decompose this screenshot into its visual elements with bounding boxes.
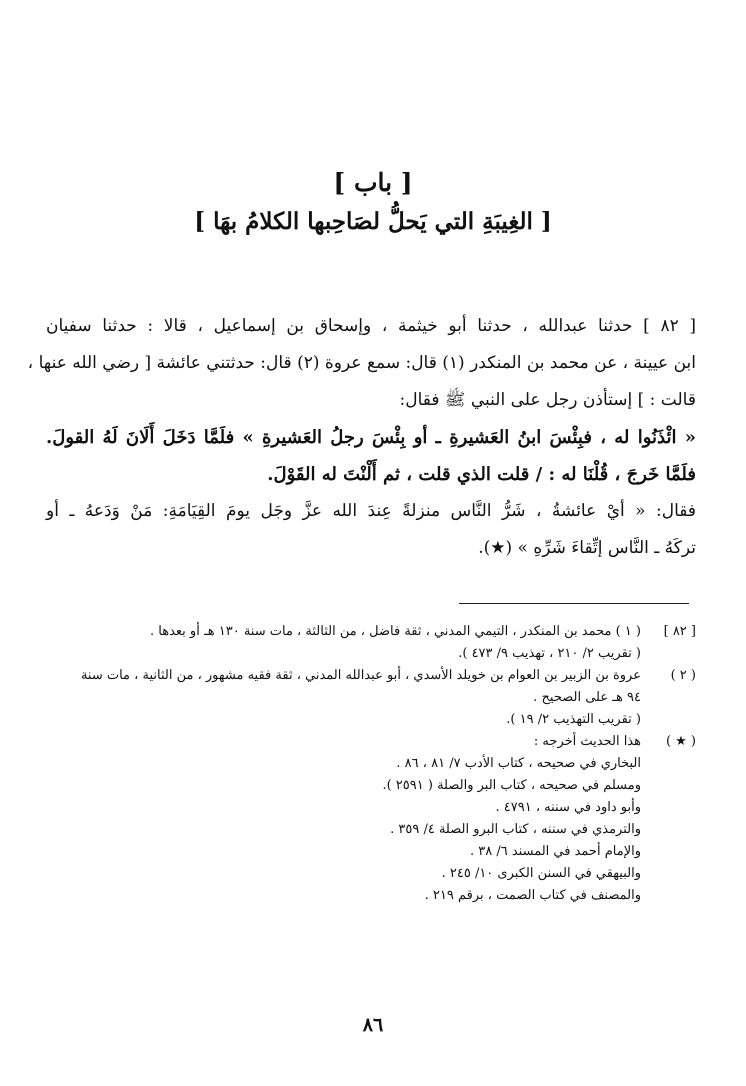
hadith-line: فلَمَّا خَرجَ ، قُلْنَا له : / قلت الذي قلت ، ثم أَلْنْتَ له القَوْلَ. (267, 464, 696, 485)
hadith-text (27, 308, 696, 567)
footnote-line (46, 885, 696, 907)
hadith-line: [ ٨٢ ] حدثنا عبدالله ، حدثنا أبو خيثمة ، وإسحاق بن إسماعيل ، قالا : حدثنا سفيان (46, 316, 696, 336)
footnote-line (46, 819, 696, 841)
footnote-line (46, 687, 696, 709)
footnote-text: ( ١ ) محمد بن المنكدر ، التيمي المدني ، ثقة فاضل ، من الثالثة ، مات سنة ١٣٠ هـ أو بعدها . (150, 624, 641, 639)
hadith-line: ابن عيينة ، عن محمد بن المنكدر (١) قال: سمع عروة (٢) قال: حدثتني عائشة [ رضي الله عنها ، (27, 353, 696, 373)
footnote-text: عروة بن الزبير بن العوام بن خويلد الأسدي ، أبو عبدالله المدني ، ثقة فقيه مشهور ، من الثانية ، مات سنة (80, 668, 641, 683)
footnote-text: ٩٤ هـ على الصحيح . (533, 690, 641, 705)
hadith-line: تركَهُ ـ النَّاس إتِّقاءَ شَرِّهِ » (★). (478, 538, 696, 558)
hadith-line: « ائْذَنُوا له ، فبِئْسَ ابنُ العَشيرةِ ـ أو بِئْسَ رجلُ العَشيرةِ » فلَمَّا دَخَلَ أَلَانَ لَهُ القولَ. (46, 427, 696, 448)
footnote-text: ومسلم في صحيحه ، كتاب البر والصلة ( ٢٥٩١ ). (382, 778, 641, 793)
page-number: ٨٦ (362, 1014, 384, 1036)
chapter-title: [ الغِيبَةِ التي يَحلُّ لصَاحِبها الكلامُ بهَا ] (194, 208, 552, 235)
footnote-line (46, 863, 696, 885)
footnote-divider (459, 603, 689, 604)
footnote-text: والمصنف في كتاب الصمت ، برقم ٢١٩ . (424, 888, 641, 903)
footnote-text: البخاري في صحيحه ، كتاب الأدب ٧/ ٨١ ، ٨٦ . (396, 756, 641, 771)
footnote-line (46, 643, 696, 665)
footnote-text: والبيهقي في السنن الكبرى ١٠/ ٢٤٥ . (441, 866, 641, 881)
footnote-line (46, 621, 696, 643)
footnote-text: والترمذي في سننه ، كتاب البرو الصلة ٤/ ٣٥٩ . (390, 822, 641, 837)
footnote-line (46, 731, 696, 753)
footnotes (46, 621, 696, 907)
footnote-line (46, 797, 696, 819)
footnote-line (46, 775, 696, 797)
footnote-line (46, 665, 696, 687)
footnote-marker: ( ٢ ) (670, 668, 696, 683)
footnote-line (46, 709, 696, 731)
footnote-marker: [ ٨٢ ] (663, 624, 696, 639)
footnote-line (46, 753, 696, 775)
footnote-text: ( تقريب التهذيب ٢/ ١٩ ). (506, 712, 641, 727)
footnote-text: وأبو داود في سننه ، ٤٧٩١ . (495, 800, 641, 815)
hadith-line: فقال: « أيْ عائشةُ ، شَرُّ النَّاس منزلةً عِندَ الله عزَّ وجَل يومَ القِيَامَةِ: مَنْ وَدَعهُ ـ أو (46, 501, 696, 521)
footnote-text: هذا الحديث أخرجه : (533, 734, 641, 749)
footnote-text: والإمام أحمد في المسند ٦/ ٣٨ . (469, 844, 641, 859)
footnote-text: ( تقريب ٢/ ٢١٠ ، تهذيب ٩/ ٤٧٣ ). (458, 646, 641, 661)
hadith-line: قالت : ] إستأذن رجل على النبي ﷺ فقال: (399, 390, 696, 410)
chapter-label: [ باب ] (333, 168, 413, 197)
footnote-marker: ( ★ ) (665, 734, 696, 749)
footnote-line (46, 841, 696, 863)
